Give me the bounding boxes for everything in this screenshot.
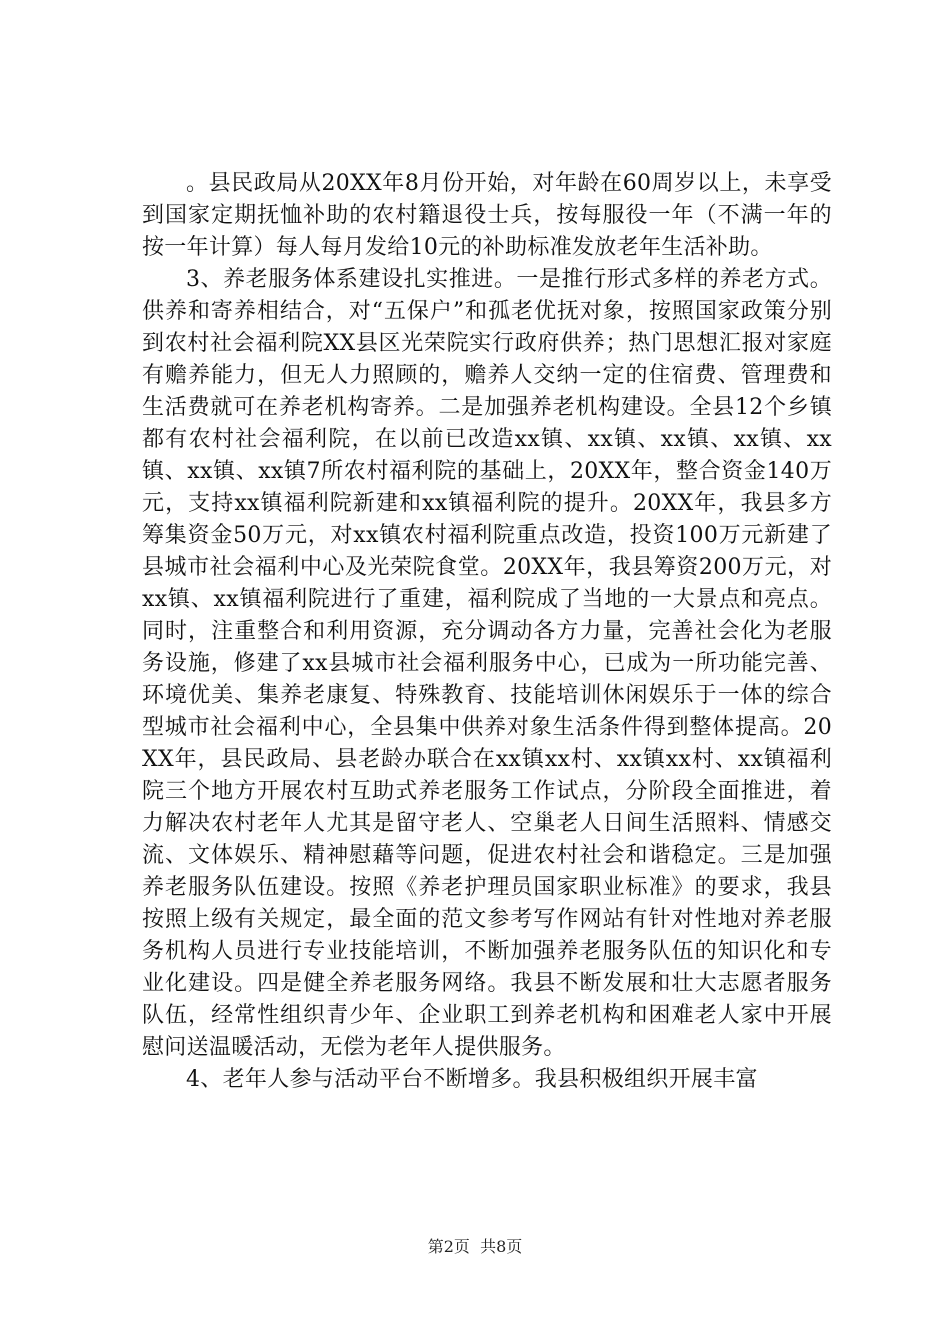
page-footer [0,1236,950,1258]
page-number: 第2页 共8页 [427,1237,523,1256]
paragraph-2: 3、养老服务体系建设扎实推进。一是推行形式多样的养老方式。供养和寄养相结合，对“五保户”和孤老优抚对象，按照国家政策分别到农村社会福利院XX县区光荣院实行政府供养；热门思想汇报对家庭有赡养能力，但无人力照顾的，赡养人交纳一定的住宿费、管理费和生活费就可在养老机构寄养。二是加强养老机构建设。全县12个乡镇都有农村社会福利院，在以前已改造xx镇、xx镇、xx镇、xx镇、xx镇、xx镇、xx镇7所农村福利院的基础上，20XX年，整合资金140万元，支持xx镇福利院新建和xx镇福利院的提升。20XX年，我县多方筹集资金50万元，对xx镇农村福利院重点改造，投资100万元新建了县城市社会福利中心及光荣院食堂。20XX年，我县筹资200万元，对xx镇、xx镇福利院进行了重建，福利院成了当地的一大景点和亮点。同时，注重整合和利用资源，充分调动各方力量，完善社会化为老服务设施，修建了xx县城市社会福利服务中心，已成为一所功能完善、环境优美、集养老康复、特殊教育、技能培训休闲娱乐于一体的综合型城市社会福利中心，全县集中供养对象生活条件得到整体提高。20XX年，县民政局、县老龄办联合在xx镇xx村、xx镇xx村、xx镇福利院三个地方开展农村互助式养老服务工作试点，分阶段全面推进，着力解决农村老年人尤其是留守老人、空巢老人日间生活照料、情感交流、文体娱乐、精神慰藉等问题，促进农村社会和谐稳定。三是加强养老服务队伍建设。按照《养老护理员国家职业标准》的要求，我县按照上级有关规定，最全面的范文参考写作网站有针对性地对养老服务机构人员进行专业技能培训，不断加强养老服务队伍的知识化和专业化建设。四是健全养老服务网络。我县不断发展和壮大志愿者服务队伍，经常性组织青少年、企业职工到养老机构和困难老人家中开展慰问送温暖活动，无偿为老年人提供服务。 [142,267,832,1060]
paragraph-1: 。县民政局从20XX年8月份开始，对年龄在60周岁以上，未享受到国家定期抚恤补助的农村籍退役士兵，按每服役一年（不满一年的按一年计算）每人每月发给10元的补助标准发放老年生活补助。 [142,171,832,260]
paragraph-3: 4、老年人参与活动平台不断增多。我县积极组织开展丰富 [186,1067,758,1092]
document-body [142,168,832,1096]
